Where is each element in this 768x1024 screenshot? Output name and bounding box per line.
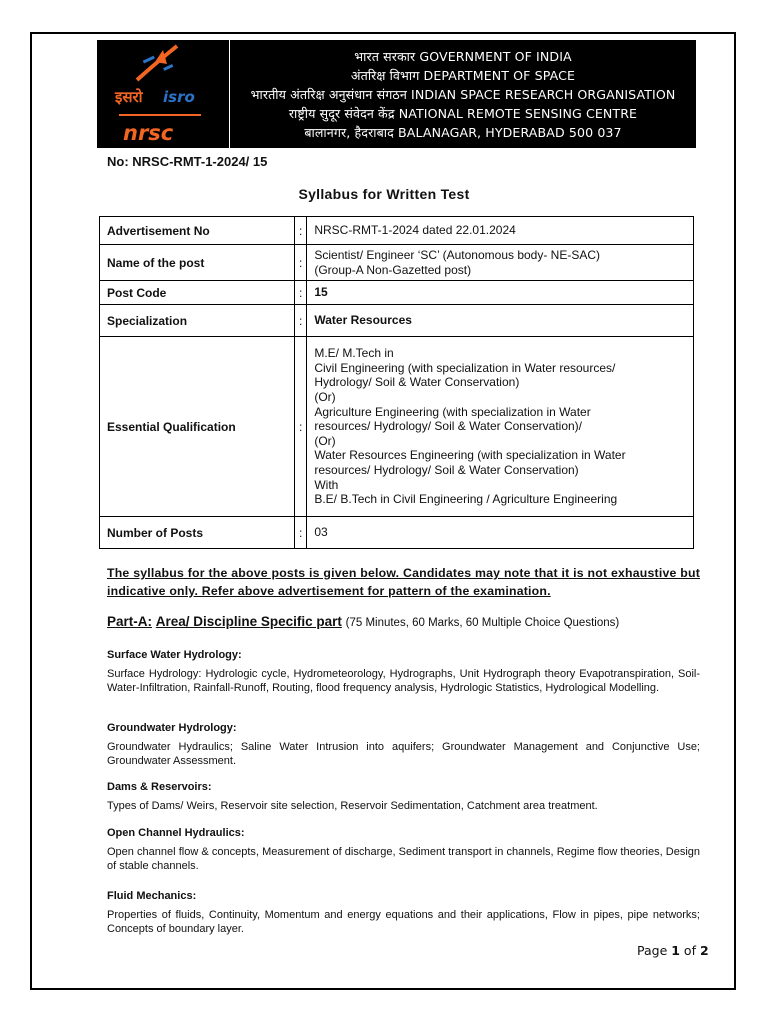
section-heading: Open Channel Hydraulics: (107, 827, 245, 839)
page-total: 2 (699, 943, 709, 958)
section-dams (107, 780, 700, 813)
row-value: 03 (307, 517, 694, 549)
part-a-heading (107, 614, 619, 629)
section-text: Open channel flow & concepts, Measurement of discharge, Sediment transport in channels, Regime flow theories, Design of stable channels. (107, 846, 700, 872)
syllabus-note: The syllabus for the above posts is given below. Candidates may note that it is not exhaustive but indicative only. Refer above advertisement for pattern of the examination. (107, 566, 700, 598)
part-a-title: Area/ Discipline Specific part (155, 614, 342, 629)
post-details-table (99, 216, 694, 549)
logo-isro-text: isro (163, 88, 195, 106)
row-colon: : (295, 337, 307, 517)
row-value: Scientist/ Engineer ‘SC’ (Autonomous body- NE-SAC) (Group-A Non-Gazetted post) (307, 245, 694, 281)
document-number: No: NRSC-RMT-1-2024/ 15 (107, 154, 268, 169)
row-label: Number of Posts (100, 517, 295, 549)
letterhead-text (230, 40, 696, 148)
section-fluid-mechanics (107, 889, 700, 936)
page-title: Syllabus for Written Test (298, 186, 470, 202)
header-line: अंतरिक्ष विभाग DEPARTMENT OF SPACE (350, 67, 576, 83)
header-line: भारत सरकार GOVERNMENT OF INDIA (354, 48, 572, 64)
table-row (100, 305, 694, 337)
row-label: Specialization (100, 305, 295, 337)
page-current: 1 (671, 943, 680, 958)
letterhead (97, 40, 696, 148)
row-label: Post Code (100, 281, 295, 305)
section-text: Types of Dams/ Weirs, Reservoir site selection, Reservoir Sedimentation, Catchment area treatment. (107, 800, 598, 812)
section-heading: Surface Water Hydrology: (107, 649, 242, 661)
table-row (100, 245, 694, 281)
row-value: NRSC-RMT-1-2024 dated 22.01.2024 (307, 217, 694, 245)
row-label: Advertisement No (100, 217, 295, 245)
row-value: Water Resources (307, 305, 694, 337)
section-heading: Groundwater Hydrology: (107, 722, 237, 734)
row-colon: : (295, 281, 307, 305)
nrsc-isro-logo (97, 40, 230, 148)
page-prefix: Page (637, 943, 672, 958)
row-label: Name of the post (100, 245, 295, 281)
part-a-subtitle: (75 Minutes, 60 Marks, 60 Multiple Choice Questions) (345, 617, 620, 629)
row-colon: : (295, 245, 307, 281)
section-open-channel (107, 826, 700, 873)
table-row (100, 217, 694, 245)
header-line: भारतीय अंतरिक्ष अनुसंधान संगठन INDIAN SPACE RESEARCH ORGANISATION (250, 86, 676, 102)
row-value: 15 (307, 281, 694, 305)
section-groundwater (107, 721, 700, 768)
page-of: of (679, 943, 700, 958)
table-row (100, 281, 694, 305)
page-number (637, 943, 709, 958)
section-heading: Fluid Mechanics: (107, 890, 197, 902)
row-label: Essential Qualification (100, 337, 295, 517)
row-colon: : (295, 217, 307, 245)
header-line: बालानगर, हैदराबाद BALANAGAR, HYDERABAD 500 037 (304, 124, 622, 140)
table-row (100, 517, 694, 549)
part-a-label: Part-A: (107, 614, 153, 629)
section-text: Groundwater Hydraulics; Saline Water Intrusion into aquifers; Groundwater Management and Conjunctive Use; Groundwater Assessment. (107, 741, 700, 767)
section-text: Properties of fluids, Continuity, Momentum and energy equations and their applications, Flow in pipes, pipe networks; Concepts of boundary layer. (107, 909, 700, 935)
table-row (100, 337, 694, 517)
section-heading: Dams & Reservoirs: (107, 781, 212, 793)
section-text: Surface Hydrology: Hydrologic cycle, Hydrometeorology, Hydrographs, Unit Hydrograph theory Evapotranspiration, Soil-Water-Infiltration, Rainfall-Runoff, Routing, flood frequency analysis, Hydrologic Statistics, Hydrological Modelling. (107, 668, 700, 694)
logo-hindi-text: इसरो (115, 88, 143, 106)
row-colon: : (295, 517, 307, 549)
logo-nrsc-text: nrsc (123, 121, 174, 145)
row-value: M.E/ M.Tech in Civil Engineering (with specialization in Water resources/ Hydrology/ Soil & Water Conservation) (Or) Agriculture Engineering (with specialization in Water resources/ Hydrology/ Soil & Water Conservation)/ (Or) Water Resources Engineering (with specialization in Water resources/ Hydrology/ Soil & Water Conservation) With B.E/ B.Tech in Civil Engineering / Agriculture Engineering (307, 337, 694, 517)
section-surface-water (107, 648, 700, 695)
header-line: राष्ट्रीय सुदूर संवेदन केंद्र NATIONAL REMOTE SENSING CENTRE (288, 105, 638, 121)
row-colon: : (295, 305, 307, 337)
